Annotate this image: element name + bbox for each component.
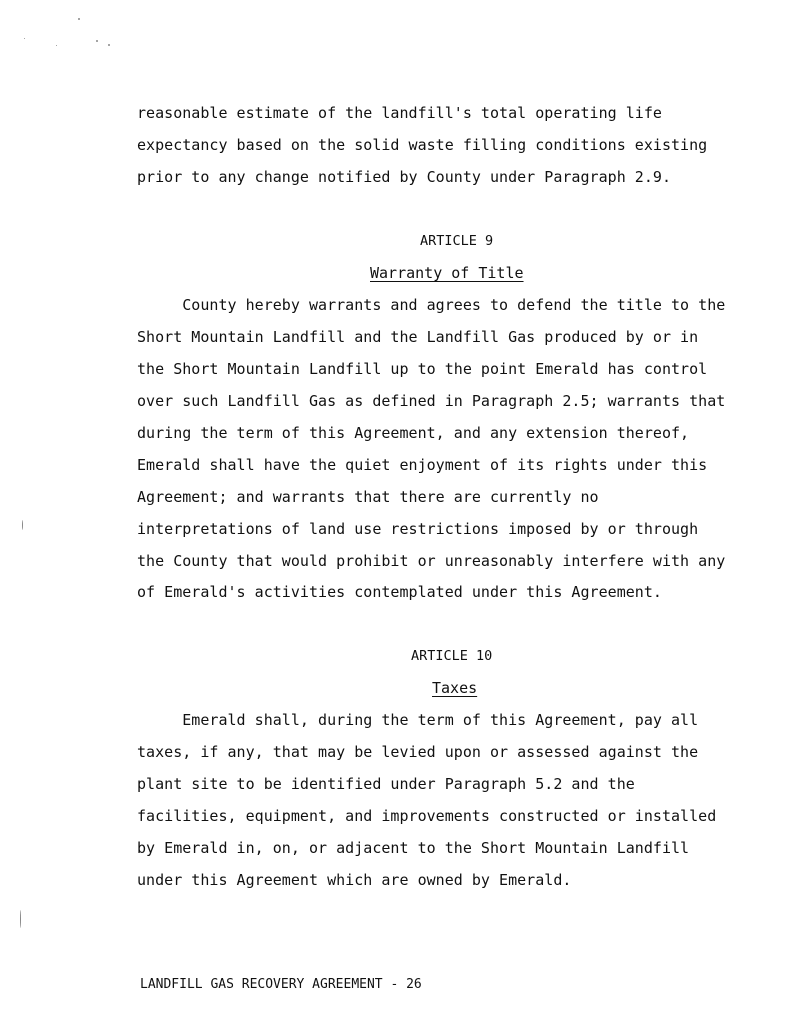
scan-speck bbox=[56, 45, 57, 46]
body-text-line: of Emerald's activities contemplated under this Agreement. bbox=[137, 583, 662, 601]
body-text-line: prior to any change notified by County under Paragraph 2.9. bbox=[137, 168, 671, 186]
scan-speck bbox=[108, 44, 110, 46]
body-text-line: Short Mountain Landfill and the Landfill Gas produced by or in bbox=[137, 328, 699, 346]
scan-speck bbox=[96, 40, 98, 42]
body-text-line: the Short Mountain Landfill up to the point Emerald has control bbox=[137, 360, 708, 378]
article-10-heading: ARTICLE 10 bbox=[411, 648, 493, 664]
body-text-line: Emerald shall, during the term of this Agreement, pay all bbox=[137, 711, 699, 729]
body-text-line: under this Agreement which are owned by Emerald. bbox=[137, 871, 572, 889]
scan-speck bbox=[24, 38, 25, 39]
body-text-line: plant site to be identified under Paragraph 5.2 and the bbox=[137, 775, 635, 793]
body-text-line: Emerald shall have the quiet enjoyment of its rights under this bbox=[137, 456, 708, 474]
body-text-line: Agreement; and warrants that there are currently no bbox=[137, 488, 599, 506]
body-text-line: by Emerald in, on, or adjacent to the Short Mountain Landfill bbox=[137, 839, 690, 857]
body-text-line: over such Landfill Gas as defined in Paragraph 2.5; warrants that bbox=[137, 392, 726, 410]
scan-speck bbox=[22, 520, 23, 530]
body-text-line: reasonable estimate of the landfill's total operating life bbox=[137, 104, 662, 122]
body-text-line: interpretations of land use restrictions imposed by or through bbox=[137, 520, 699, 538]
article-10-title: Taxes bbox=[432, 679, 478, 697]
scan-speck bbox=[78, 18, 80, 20]
page-footer: LANDFILL GAS RECOVERY AGREEMENT - 26 bbox=[140, 977, 422, 992]
body-text-line: the County that would prohibit or unreasonably interfere with any bbox=[137, 552, 726, 570]
body-text-line: during the term of this Agreement, and any extension thereof, bbox=[137, 424, 690, 442]
body-text-line: facilities, equipment, and improvements constructed or installed bbox=[137, 807, 717, 825]
body-text-line: expectancy based on the solid waste filling conditions existing bbox=[137, 136, 708, 154]
body-text-line: taxes, if any, that may be levied upon or assessed against the bbox=[137, 743, 699, 761]
article-9-heading: ARTICLE 9 bbox=[420, 233, 494, 249]
scan-speck bbox=[20, 910, 21, 928]
body-text-line: County hereby warrants and agrees to defend the title to the bbox=[137, 296, 726, 314]
article-9-title: Warranty of Title bbox=[370, 264, 524, 282]
